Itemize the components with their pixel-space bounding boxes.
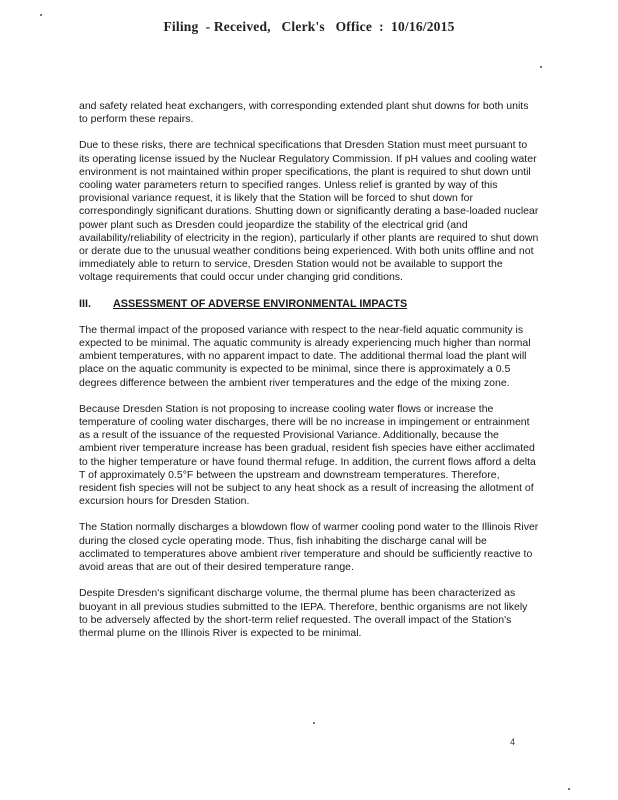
page-number: 4: [510, 737, 516, 747]
document-body: [79, 100, 539, 653]
section-title: ASSESSMENT OF ADVERSE ENVIRONMENTAL IMPACTS: [113, 297, 408, 310]
section-heading: [79, 298, 539, 311]
paragraph: Due to these risks, there are technical specifications that Dresden Station must meet pursuant to its operating license issued by the Nuclear Regulatory Commission. If pH values and cooling water environment is not maintained within proper specifications, the plant is required to shut down until cooling water parameters return to specified ranges. Unless relief is granted by way of this provisional variance request, it is likely that the Station will be forced to shut down for correspondingly significant durations. Shutting down or significantly derating a base-loaded nuclear power plant such as Dresden could jeopardize the stability of the electrical grid (and availability/reliability of electricity in the region), particularly if other plants are required to shut down or derate due to the unusual weather conditions being experienced. With both units offline and not immediately able to return to service, Dresden Station would not be available to support the voltage requirements that could occur under changing grid conditions.: [79, 139, 539, 284]
filing-stamp-header: Filing - Received, Clerk's Office : 10/16/2015: [163, 19, 455, 34]
scan-speck: [40, 14, 42, 16]
paragraph: Despite Dresden's significant discharge volume, the thermal plume has been characterized as buoyant in all previous studies submitted to the IEPA. Therefore, benthic organisms are not likely to be adversely affected by the short-term relief requested. The overall impact of the Station's thermal plume on the Illinois River is expected to be minimal.: [79, 587, 528, 639]
scan-speck: [313, 722, 315, 724]
paragraph: The Station normally discharges a blowdown flow of warmer cooling pond water to the Illinois River during the closed cycle operating mode. Thus, fish inhabiting the discharge canal will be acclimated to temperatures above ambient river temperature and should be sufficiently reactive to avoid areas that are out of their desired temperature range.: [79, 521, 539, 574]
paragraph: Because Dresden Station is not proposing to increase cooling water flows or increase the temperature of cooling water discharges, there will be no increase in impingement or entrainment as a result of the issuance of the requested Provisional Variance. Additionally, because the ambient river temperature increase has been gradual, resident fish species have either acclimated to the higher temperature or have found thermal refuge. In addition, the current flows afford a delta T of approximately 0.5°F between the upstream and downstream temperatures. Therefore, resident fish species will not be subject to any heat shock as a result of increasing the allotment of excursion hours for Dresden Station.: [79, 402, 536, 508]
scan-speck: [568, 788, 570, 790]
section-number: III.: [79, 297, 91, 310]
paragraph: The thermal impact of the proposed variance with respect to the near-field aquatic community is expected to be minimal. The aquatic community is already experiencing much higher than normal ambient temperatures, with no apparent impact to date. The additional thermal load the plant will place on the aquatic community is expected to be minimal, since there is approximately a 0.5 degrees difference between the ambient river temperatures and the edge of the mixing zone.: [79, 323, 531, 389]
scan-speck: [540, 66, 542, 68]
paragraph: and safety related heat exchangers, with corresponding extended plant shut downs for both units to perform these repairs.: [79, 100, 529, 126]
